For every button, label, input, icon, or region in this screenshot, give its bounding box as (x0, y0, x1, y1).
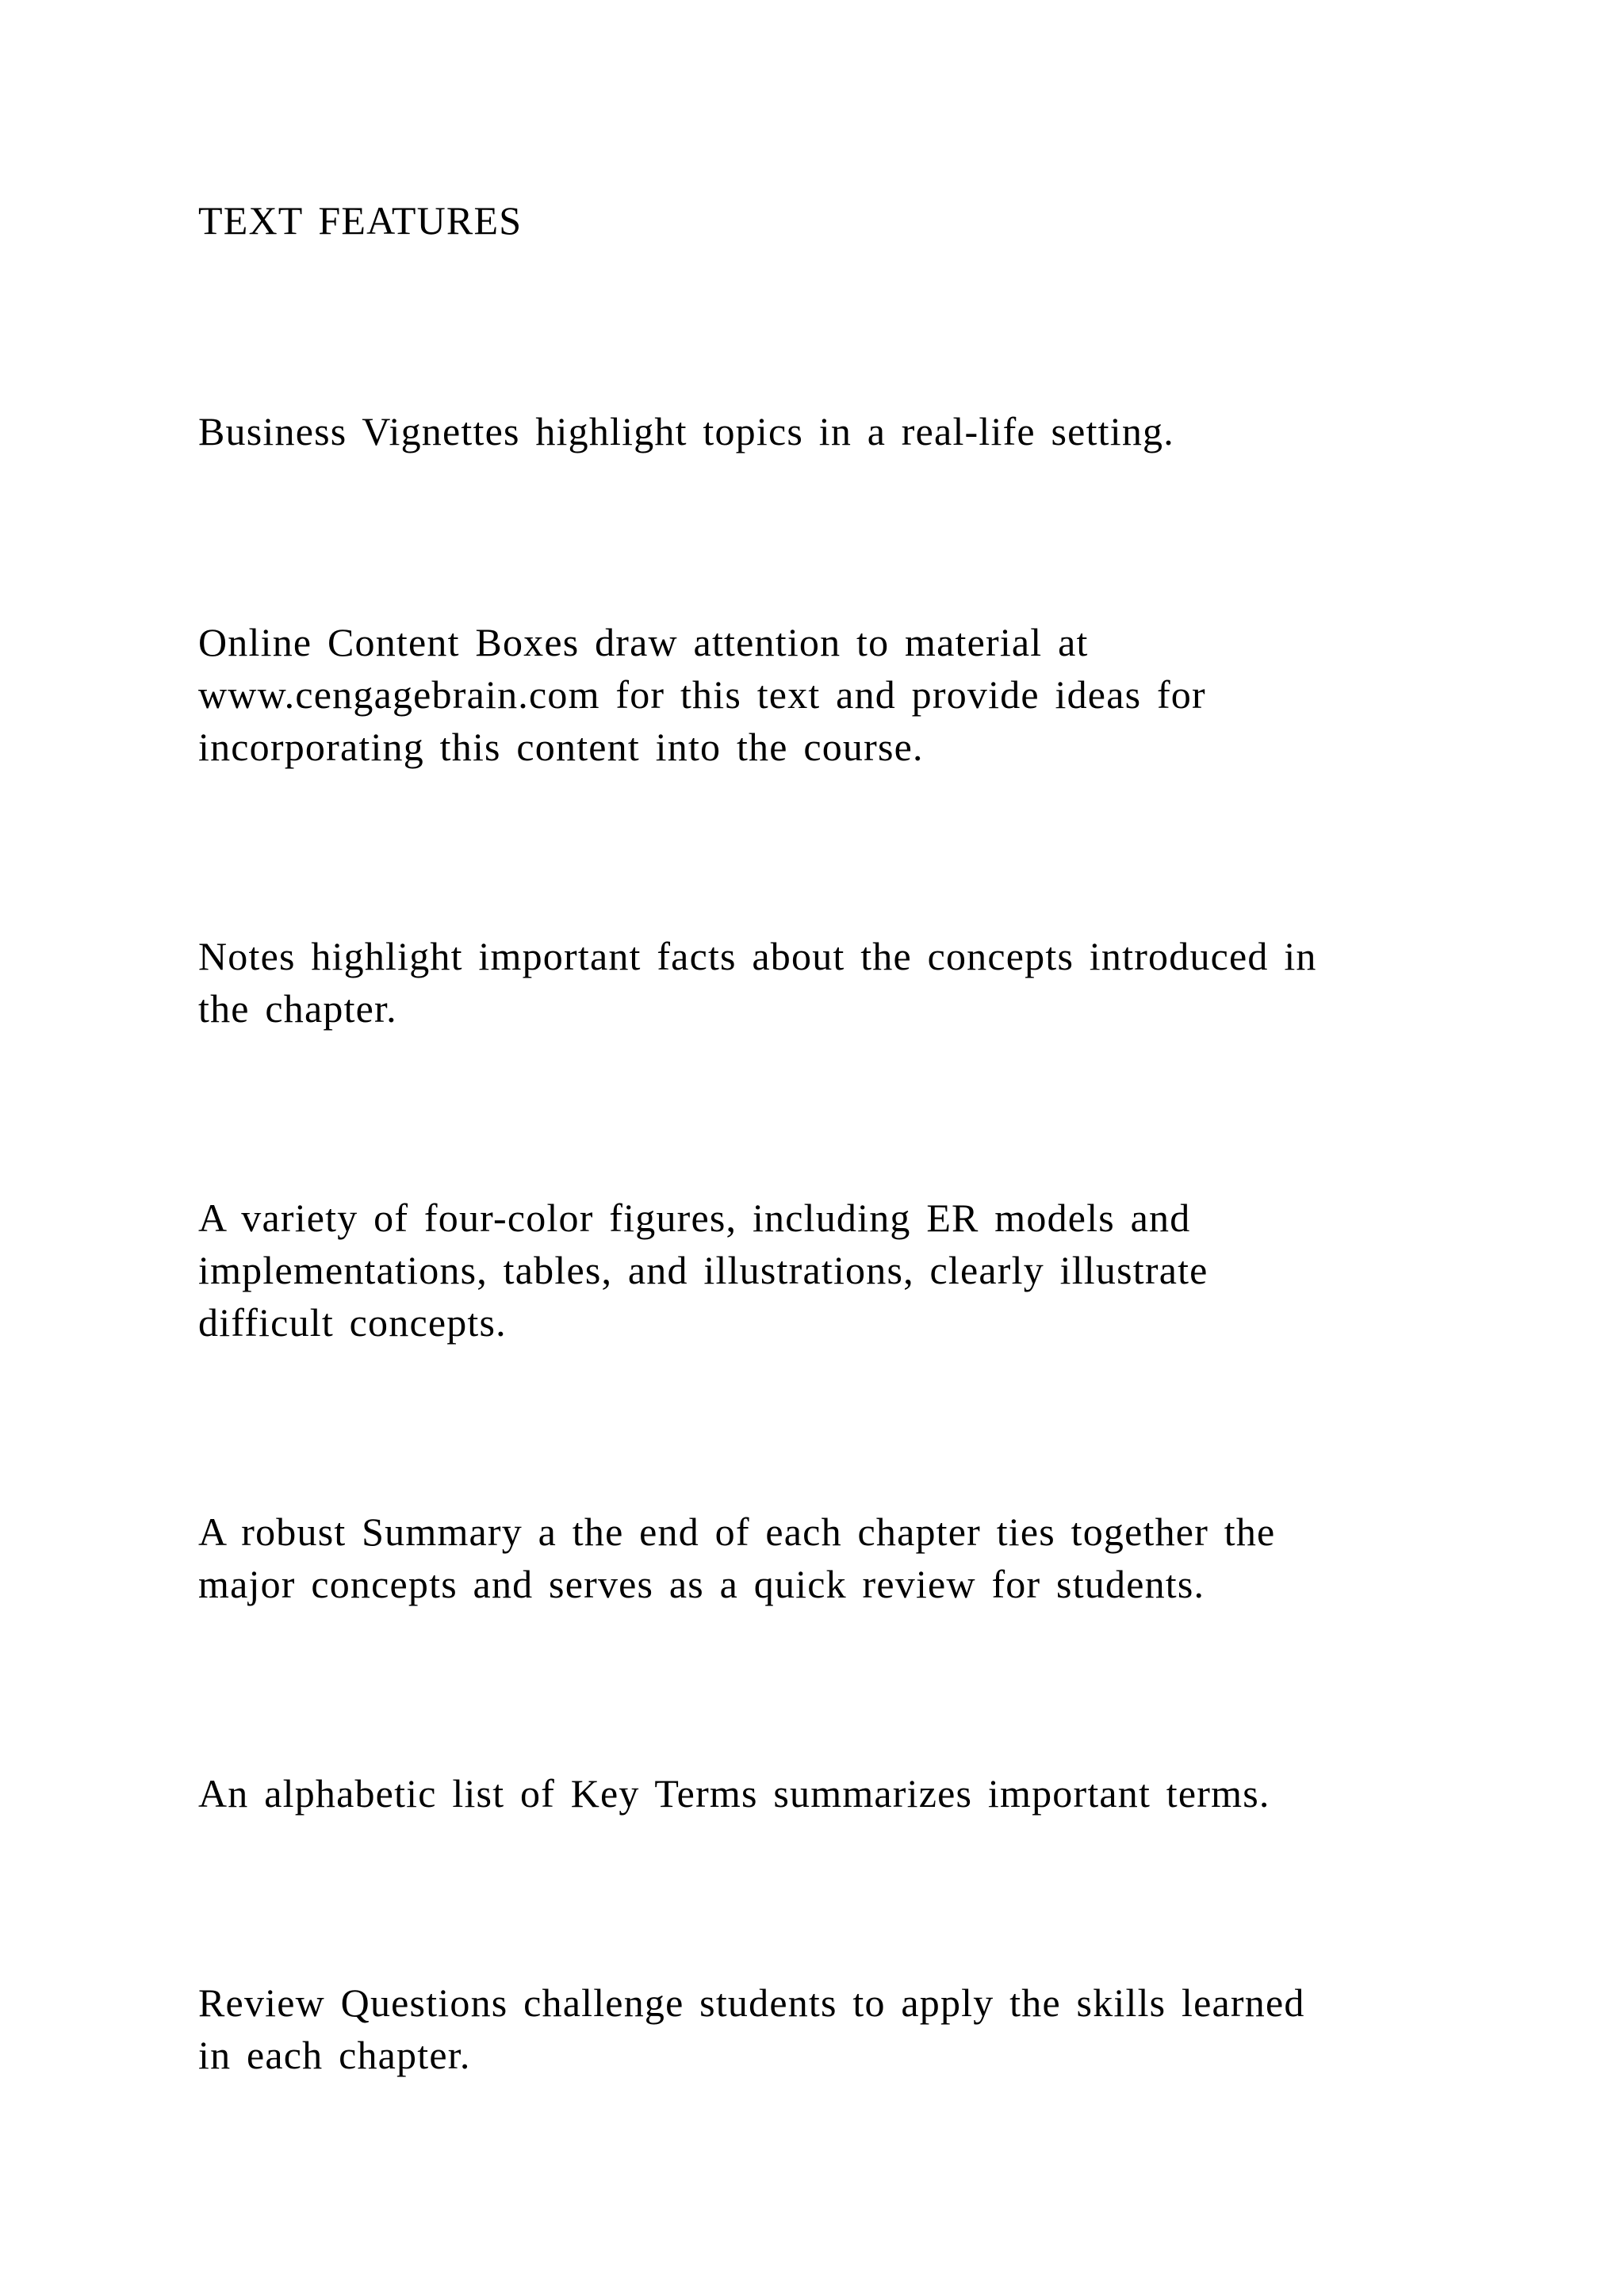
paragraph-online-content-boxes: Online Content Boxes draw attention to material at www.cengagebrain.com for this text and provide ideas for incorporating this content into the course. (198, 620, 1206, 769)
paragraph-business-vignettes: Business Vignettes highlight topics in a real-life setting. (198, 409, 1174, 453)
paragraph-key-terms: An alphabetic list of Key Terms summarizes important terms. (198, 1771, 1270, 1816)
paragraph-review-questions: Review Questions challenge students to apply the skills learned in each chapter. (198, 1980, 1305, 2077)
paragraph-four-color-figures: A variety of four-color figures, including ER models and implementations, tables, and illustrations, clearly illustrate difficult concepts. (198, 1196, 1208, 1345)
paragraph-summary: A robust Summary a the end of each chapter ties together the major concepts and serves as a quick review for students. (198, 1510, 1276, 1606)
paragraph-notes: Notes highlight important facts about the concepts introduced in the chapter. (198, 934, 1317, 1031)
page-heading: TEXT FEATURES (198, 198, 523, 243)
